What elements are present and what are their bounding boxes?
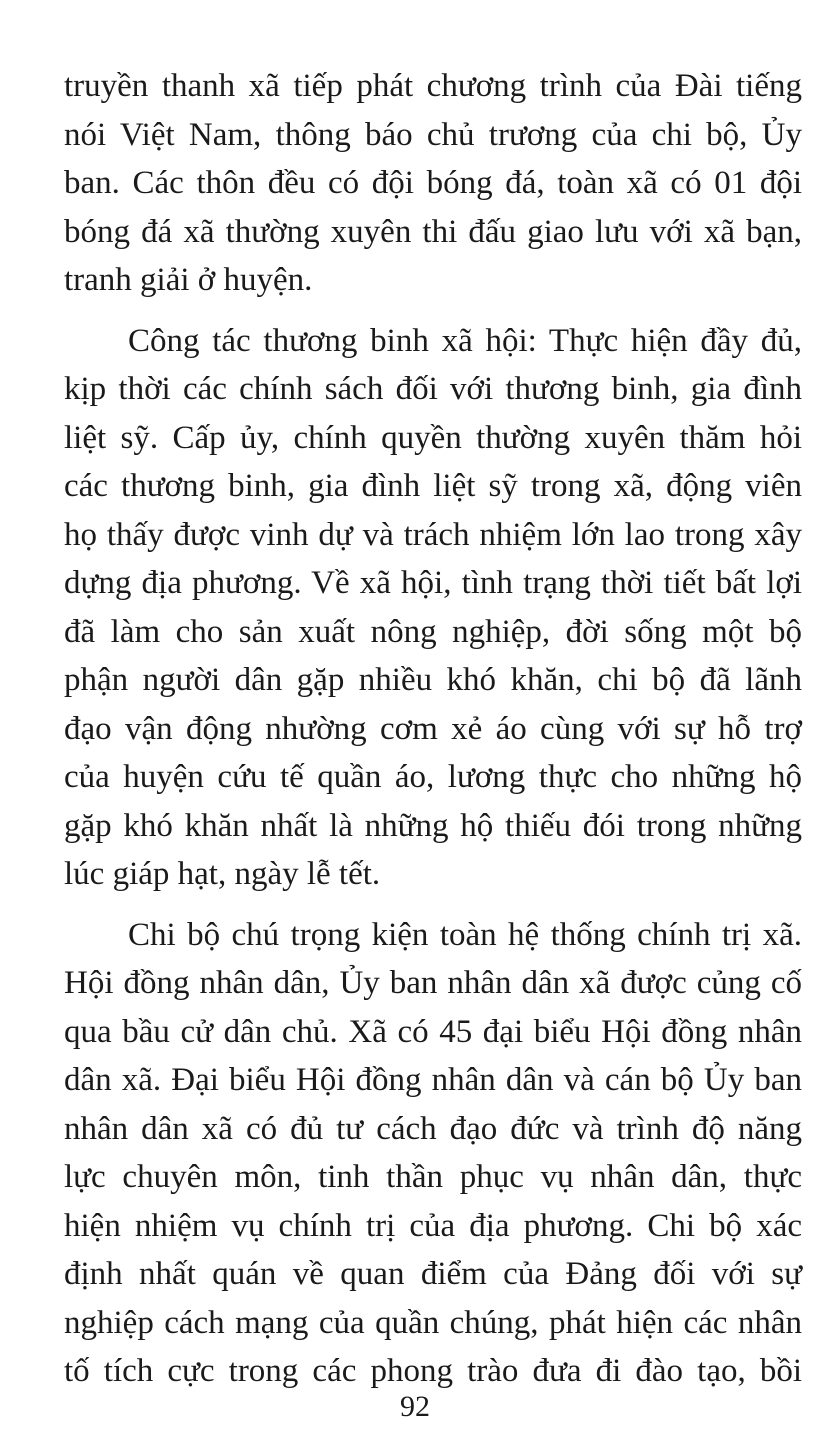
text-line: các thương binh, gia đình liệt sỹ trong xã, động viên <box>64 468 802 504</box>
text-line: đạo vận động nhường cơm xẻ áo cùng với sự hỗ trợ <box>64 710 802 747</box>
text-line: nghiệp cách mạng của quần chúng, phát hiện các nhân <box>64 1304 802 1341</box>
text-line: truyền thanh xã tiếp phát chương trình của Đài tiếng <box>64 68 802 104</box>
text-line: Chi bộ chú trọng kiện toàn hệ thống chính trị xã. <box>128 916 802 953</box>
text-line: đã làm cho sản xuất nông nghiệp, đời sống một bộ <box>64 613 802 650</box>
text-line: định nhất quán về quan điểm của Đảng đối với sự <box>64 1256 802 1292</box>
text-line: qua bầu cử dân chủ. Xã có 45 đại biểu Hội đồng nhân <box>64 1013 802 1050</box>
text-line: nói Việt Nam, thông báo chủ trương của chi bộ, Ủy <box>64 116 802 153</box>
text-line: hiện nhiệm vụ chính trị của địa phương. Chi bộ xác <box>64 1207 802 1244</box>
paragraph-spacer <box>64 305 802 317</box>
text-line: bóng đá xã thường xuyên thi đấu giao lưu với xã bạn, <box>64 213 802 250</box>
paragraph-spacer <box>64 899 802 911</box>
text-line: gặp khó khăn nhất là những hộ thiếu đói trong những <box>64 807 802 844</box>
text-line: tố tích cực trong các phong trào đưa đi đào tạo, bồi <box>64 1353 802 1389</box>
text-line: kịp thời các chính sách đối với thương binh, gia đình <box>64 371 802 407</box>
text-line: lúc giáp hạt, ngày lễ tết. <box>64 856 381 892</box>
text-line: liệt sỹ. Cấp ủy, chính quyền thường xuyên thăm hỏi <box>64 419 802 456</box>
text-line: Công tác thương binh xã hội: Thực hiện đầy đủ, <box>128 322 802 359</box>
paragraph-3 <box>64 911 802 1396</box>
body-text <box>64 62 802 1396</box>
text-line: dựng địa phương. Về xã hội, tình trạng thời tiết bất lợi <box>64 565 802 601</box>
text-line: họ thấy được vinh dự và trách nhiệm lớn lao trong xây <box>64 516 802 553</box>
text-line: nhân dân xã có đủ tư cách đạo đức và trình độ năng <box>64 1110 802 1147</box>
text-line: ban. Các thôn đều có đội bóng đá, toàn xã có 01 đội <box>64 165 802 201</box>
paragraph-1 <box>64 62 802 305</box>
paragraph-2 <box>64 317 802 899</box>
text-line: của huyện cứu tế quần áo, lương thực cho những hộ <box>64 759 802 795</box>
text-line: tranh giải ở huyện. <box>64 262 313 298</box>
text-line: Hội đồng nhân dân, Ủy ban nhân dân xã được củng cố <box>64 965 802 1001</box>
text-line: lực chuyên môn, tinh thần phục vụ nhân dân, thực <box>64 1159 802 1195</box>
page-number: 92 <box>400 1390 430 1423</box>
text-line: phận người dân gặp nhiều khó khăn, chi bộ đã lãnh <box>64 662 802 698</box>
text-line: dân xã. Đại biểu Hội đồng nhân dân và cán bộ Ủy ban <box>64 1062 802 1098</box>
